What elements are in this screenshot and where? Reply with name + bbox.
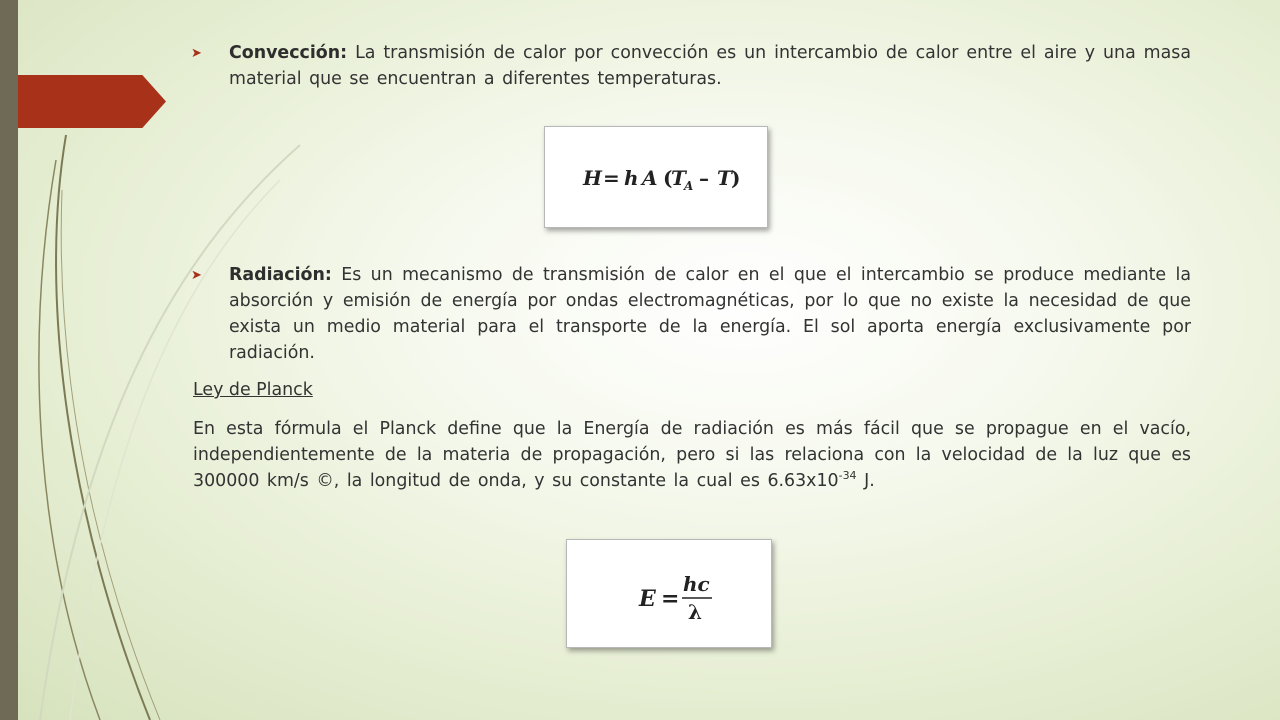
- arrow-bullet-icon: ➤: [191, 46, 202, 61]
- convection-text: La transmisión de calor por convección es un intercambio de calor entre el aire y una masa material que se encuentran a diferentes temperaturas.: [229, 43, 1192, 89]
- formula-e-eq: =: [661, 586, 680, 612]
- formula-e-numerator: hc: [683, 572, 710, 596]
- convection-term: Convección:: [229, 43, 348, 63]
- formula-h-a: A: [642, 166, 658, 190]
- formula-e-lhs: E: [639, 586, 656, 612]
- formula-h-close: ): [731, 166, 741, 190]
- planck-exponent: -34: [838, 469, 857, 483]
- formula-h-eq: =: [603, 166, 620, 190]
- formula-h-open: (: [663, 166, 673, 190]
- formula-h-h: h: [624, 166, 639, 190]
- convection-bullet: [193, 40, 1191, 92]
- formula-h-ta-sub: A: [684, 179, 694, 193]
- convection-formula-image: [544, 126, 768, 228]
- planck-text-main: En esta fórmula el Planck define que la Energía de radiación es más fácil que se propague en el vacío, independientemente de la materia de propagación, pero si las relaciona con la velocidad de la luz que es 300000 km/s ©, la longitud de onda, y su constante la cual es 6.63x10: [193, 419, 1191, 491]
- planck-unit: J.: [864, 471, 875, 491]
- radiation-term: Radiación:: [229, 265, 332, 285]
- formula-h-lhs: H: [583, 166, 602, 190]
- planck-paragraph: [193, 416, 1191, 494]
- planck-law-heading: Ley de Planck: [193, 380, 313, 400]
- radiation-bullet: [193, 262, 1191, 366]
- planck-formula-image: [566, 539, 772, 648]
- formula-h-t: T: [717, 166, 732, 190]
- formula-e-denominator: λ: [688, 600, 703, 624]
- arrow-bullet-icon: ➤: [191, 268, 202, 283]
- formula-h-ta: T: [671, 166, 686, 190]
- radiation-text: Es un mecanismo de transmisión de calor en el que el intercambio se produce mediante la absorción y emisión de energía por ondas electromagnéticas, por lo que no existe la necesidad de que exista un medio material para el transporte de la energía. El sol aporta energía exclusivamente por radiación.: [229, 265, 1192, 363]
- formula-h-minus: –: [699, 166, 709, 190]
